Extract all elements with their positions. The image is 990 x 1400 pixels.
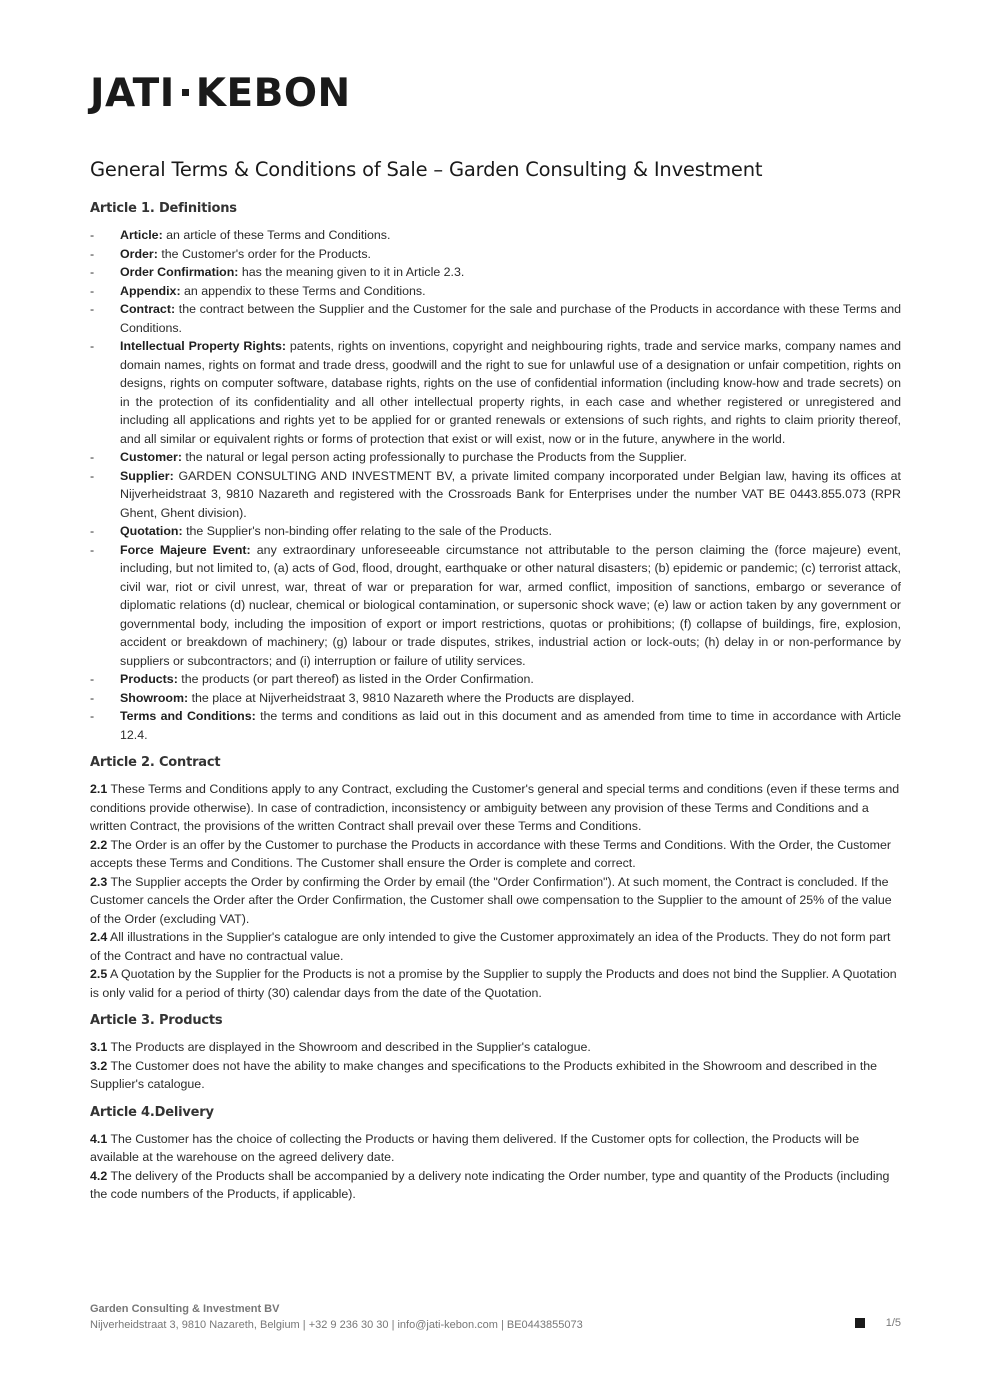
logo-right-text: KEBON [195,71,351,116]
definition-item [90,670,901,689]
definition-item [90,245,901,264]
clause-number: 4.2 [90,1168,108,1183]
clause-number: 4.1 [90,1131,108,1146]
article-4-delivery [90,1104,901,1204]
definition-term: Customer: [120,450,182,464]
definition-item [90,707,901,744]
clause-paragraph [90,873,901,929]
clause-paragraph [90,965,901,1002]
list-dash: - [90,468,95,483]
definition-text: an appendix to these Terms and Conditions. [180,283,426,298]
clause-paragraph [90,928,901,965]
list-dash: - [90,672,95,686]
definition-item [90,226,901,245]
clause-text: The Customer has the choice of collecting the Products or having them delivered. If the Customer opts for collection, the Products will be available at the warehouse on the agreed delivery date. [90,1131,860,1164]
list-dash: - [90,228,95,242]
definition-term: Intellectual Property Rights: [120,339,287,353]
article-1-definitions [90,200,901,744]
clause-number: 3.2 [90,1058,108,1073]
definition-item [90,448,901,467]
clause-paragraph [90,1130,901,1167]
clause-number: 2.3 [90,874,108,889]
definition-term: Contract: [120,302,176,316]
definition-term: Article: [120,228,163,242]
clause-paragraph [90,1038,901,1057]
clause-text: The Supplier accepts the Order by confirming the Order by email (the "Order Confirmation"). At such moment, the Contract is concluded. If the Customer cancels the Order after the Order Confirmation, the Customer shall owe compensation to the Supplier to the amount of 25% of the value of the Order (excluding VAT). [90,874,892,926]
page-marker-square [855,1318,865,1328]
article-2-paragraphs [90,780,901,1002]
article-heading: Article 3. Products [90,1013,223,1028]
list-dash: - [90,302,95,316]
list-dash: - [90,524,95,538]
list-dash: - [90,246,95,261]
clause-number: 2.1 [90,782,108,796]
definition-term: Quotation: [120,524,183,538]
article-heading: Article 2. Contract [90,755,221,770]
list-dash: - [90,283,95,298]
definition-text: the products (or part thereof) as listed in the Order Confirmation. [177,672,534,686]
definition-text: patents, rights on inventions, copyright and neighbouring rights, trade and service marks, company names and domain names, rights on format and trade dress, goodwill and the right to sue for unlawful use of a designation or unfair competition, rights on designs, rights on computer software, database rights, rights on the use of confidential information (including know-how and trade secrets) on in the protection of its confidentiality and all other intellectual property rights, in each case and whether registered or unregistered and including all applications and rights yet to be applied for or granted renewals or extensions of such rights, and rights to claim priority thereof, and all similar or equivalent rights or forms of protection that exist or will exist, now or in the future, anywhere in the world. [120,339,901,446]
definition-term: Order Confirmation: [120,265,239,279]
definition-text: the place at Nijverheidstraat 3, 9810 Nazareth where the Products are displayed. [188,690,635,705]
clause-number: 2.2 [90,837,108,852]
clause-paragraph [90,1057,901,1094]
definition-item [90,541,901,671]
definition-text: an article of these Terms and Conditions. [162,228,391,242]
list-dash: - [90,542,95,557]
company-logo [90,71,351,116]
definition-term: Force Majeure Event: [120,542,251,557]
clause-text: The Products are displayed in the Showroom and described in the Supplier's catalogue. [107,1040,591,1054]
list-dash: - [90,450,95,464]
definition-item [90,282,901,301]
article-heading: Article 4.Delivery [90,1104,214,1120]
definition-term: Appendix: [120,283,181,298]
definition-term: Showroom: [120,690,189,705]
clause-text: All illustrations in the Supplier's catalogue are only intended to give the Customer approximately an idea of the Products. They do not form part of the Contract and have no contractual value. [90,930,891,963]
definition-text: any extraordinary unforeseeable circumstance not attributable to the person claiming the (force majeure) event, including, but not limited to, (a) acts of God, flood, drought, earthquake or other natural disasters; (b) epidemic or pandemic; (c) terrorist attack, civil war, riot or civil unrest, war, threat of war or preparation for war, armed conflict, imposition of sanctions, embargo or severance of diplomatic relations (d) nuclear, chemical or biological contamination, or supersonic shock wave; (e) law or action taken by any government or governmental body, including the imposition of export or import restrictions, quotas or prohibitions; (f) collapse of buildings, fire, explosion, accident or breakdown of machinery; (g) labour or trade disputes, strikes, industrial action or lock-outs; (h) delay in or non-performance by suppliers or subcontractors; and (i) interruption or failure of utility services. [120,542,901,668]
clause-text: The delivery of the Products shall be accompanied by a delivery note indicating the Order number, type and quantity of the Products (including the code numbers of the Products, if applicable). [90,1168,890,1201]
document-title: General Terms & Conditions of Sale – Garden Consulting & Investment [90,158,763,181]
clause-text: These Terms and Conditions apply to any Contract, excluding the Customer's general and special terms and conditions (even if these terms and conditions provide otherwise). In case of contradiction, inconsistency or ambiguity between any provision of these Terms and Conditions and a written Contract, the provisions of the written Contract shall prevail over these Terms and Conditions. [90,782,900,833]
definition-text: has the meaning given to it in Article 2.3. [238,265,465,279]
clause-text: The Order is an offer by the Customer to purchase the Products in accordance with these Terms and Conditions. With the Order, the Customer accepts these Terms and Conditions. The Customer shall ensure the Order is complete and correct. [90,837,891,870]
list-dash: - [90,690,95,705]
definition-text: the contract between the Supplier and the Customer for the sale and purchase of the Products in accordance with these Terms and Conditions. [120,302,901,335]
definition-item [90,467,901,523]
logo-left-text: JATI [90,71,175,116]
clause-number: 3.1 [90,1040,108,1054]
definition-item [90,522,901,541]
definition-item [90,263,901,282]
article-3-products [90,1012,901,1094]
definition-text: the terms and conditions as laid out in this document and as amended from time to time in accordance with Article 12.4. [120,709,901,742]
definition-item [90,337,901,448]
list-dash: - [90,265,95,279]
definition-term: Terms and Conditions: [120,709,256,723]
definition-text: the natural or legal person acting professionally to purchase the Products from the Supplier. [181,450,687,464]
page-footer [90,1302,901,1333]
clause-text: A Quotation by the Supplier for the Products is not a promise by the Supplier to supply the Products and does not bind the Supplier. A Quotation is only valid for a period of thirty (30) calendar days from the date of the Quotation. [90,967,897,1000]
list-dash: - [90,339,95,353]
definition-text: GARDEN CONSULTING AND INVESTMENT BV, a private limited company incorporated under Belgian law, having its offices at Nijverheidstraat 3, 9810 Nazareth and registered with the Crossroads Bank for Enterprises under the number VAT BE 0443.855.073 (RPR Ghent, Ghent division). [120,468,901,520]
clause-paragraph [90,836,901,873]
definition-item [90,689,901,708]
clause-number: 2.4 [90,930,108,944]
clause-number: 2.5 [90,967,108,981]
definition-text: the Customer's order for the Products. [157,246,371,261]
footer-contact-info: Nijverheidstraat 3, 9810 Nazareth, Belgium | +32 9 236 30 30 | info@jati-kebon.com | BE0443855073 [90,1319,583,1331]
definitions-list [90,226,901,744]
footer-company-name: Garden Consulting & Investment BV [90,1303,280,1315]
definition-text: the Supplier's non-binding offer relating to the sale of the Products. [182,524,552,538]
clause-text: The Customer does not have the ability to make changes and specifications to the Products exhibited in the Showroom and described in the Supplier's catalogue. [90,1058,878,1091]
article-heading: Article 1. Definitions [90,201,237,216]
definition-term: Supplier: [120,468,174,483]
page-number: 1/5 [885,1317,901,1329]
logo-dot [182,89,189,96]
definition-item [90,300,901,337]
list-dash: - [90,709,95,723]
article-3-paragraphs [90,1038,901,1094]
document-body [90,200,901,1214]
definition-term: Order: [120,246,158,261]
clause-paragraph [90,1167,901,1204]
clause-paragraph [90,780,901,836]
article-2-contract [90,754,901,1002]
definition-term: Products: [120,672,178,686]
article-4-paragraphs [90,1130,901,1204]
